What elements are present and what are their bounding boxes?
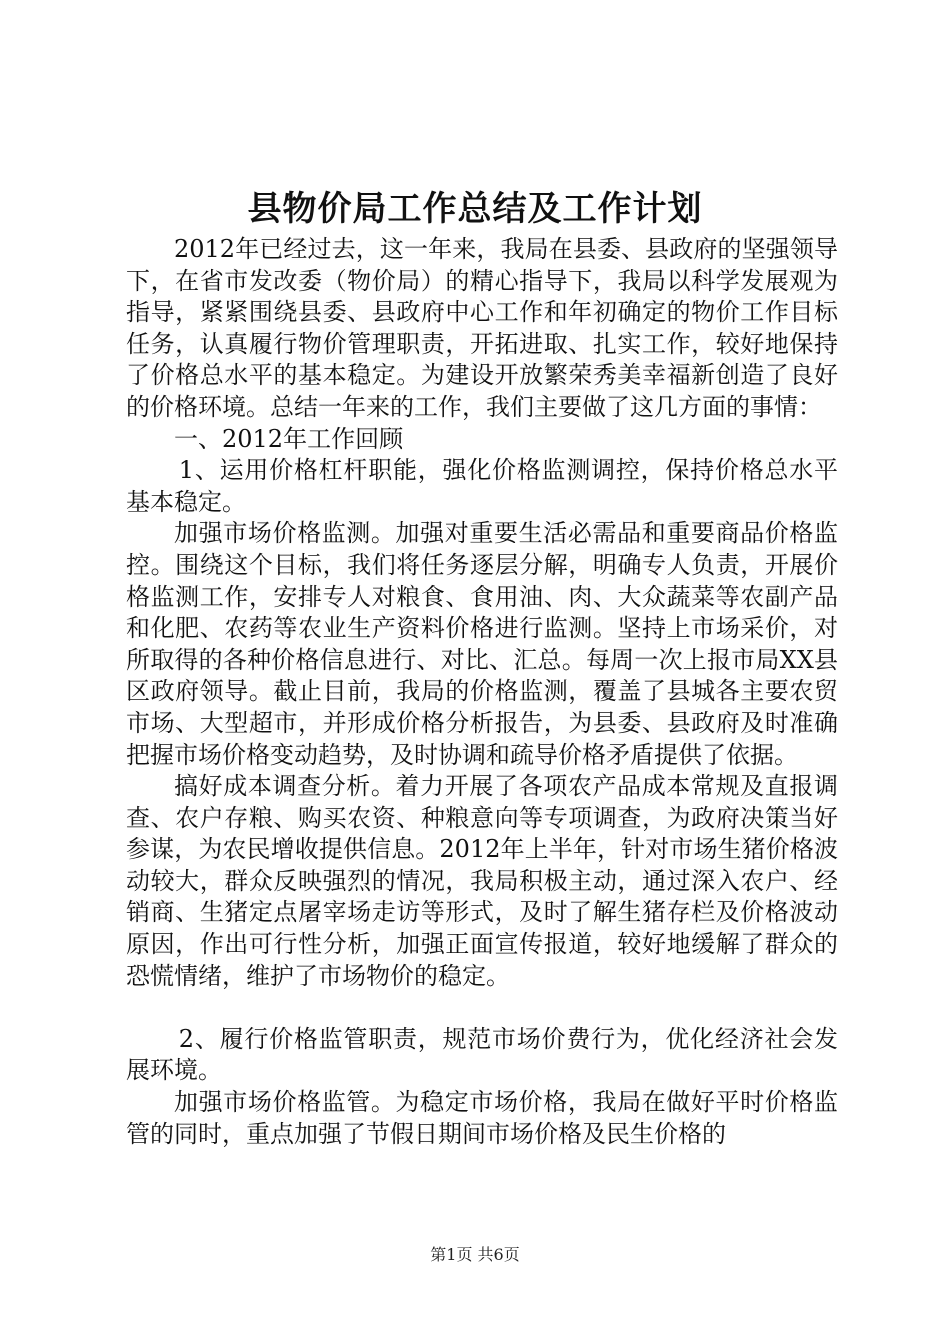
paragraph-spacer [126,992,838,1024]
section-heading: 一、2012年工作回顾 [174,424,404,453]
subsection-heading-1: 1、运用价格杠杆职能，强化价格监测调控，保持价格总水平基本稳定。 [126,456,838,516]
document-title: 县物价局工作总结及工作计划 [247,189,703,229]
page-footer: 第1页 共6页 [430,1245,520,1264]
paragraph-cost-survey: 搞好成本调查分析。着力开展了各项农产品成本常规及直报调查、农户存粮、购买农资、种粮意向等专项调查，为政府决策当好参谋，为农民增收提供信息。2012年上半年，针对市场生猪价格波动较大，群众反映强烈的情况，我局积极主动，通过深入农户、经销商、生猪定点屠宰场走访等形式，及时了解生猪存栏及价格波动原因，作出可行性分析，加强正面宣传报道，较好地缓解了群众的恐慌情绪，维护了市场物价的稳定。 [126,772,838,990]
document-body [126,234,838,1150]
paragraph-price-monitoring: 加强市场价格监测。加强对重要生活必需品和重要商品价格监控。围绕这个目标，我们将任务逐层分解，明确专人负责，开展价格监测工作，安排专人对粮食、食用油、肉、大众蔬菜等农副产品和化肥、农药等农业生产资料价格进行监测。坚持上市场采价，对所取得的各种价格信息进行、对比、汇总。每周一次上报市局XX县区政府领导。截止目前，我局的价格监测，覆盖了县城各主要农贸市场、大型超市，并形成价格分析报告，为县委、县政府及时准确把握市场价格变动趋势，及时协调和疏导价格矛盾提供了依据。 [126,519,838,769]
intro-paragraph: 2012年已经过去，这一年来，我局在县委、县政府的坚强领导下，在省市发改委（物价局）的精心指导下，我局以科学发展观为指导，紧紧围绕县委、县政府中心工作和年初确定的物价工作目标任务，认真履行物价管理职责，开拓进取、扎实工作，较好地保持了价格总水平的基本稳定。为建设开放繁荣秀美幸福新创造了良好的价格环境。总结一年来的工作，我们主要做了这几方面的事情： [126,235,838,421]
paragraph-price-supervision: 加强市场价格监管。为稳定市场价格，我局在做好平时价格监管的同时，重点加强了节假日期间市场价格及民生价格的 [126,1088,838,1148]
subsection-heading-2: 2、履行价格监管职责，规范市场价费行为，优化经济社会发展环境。 [126,1024,838,1085]
